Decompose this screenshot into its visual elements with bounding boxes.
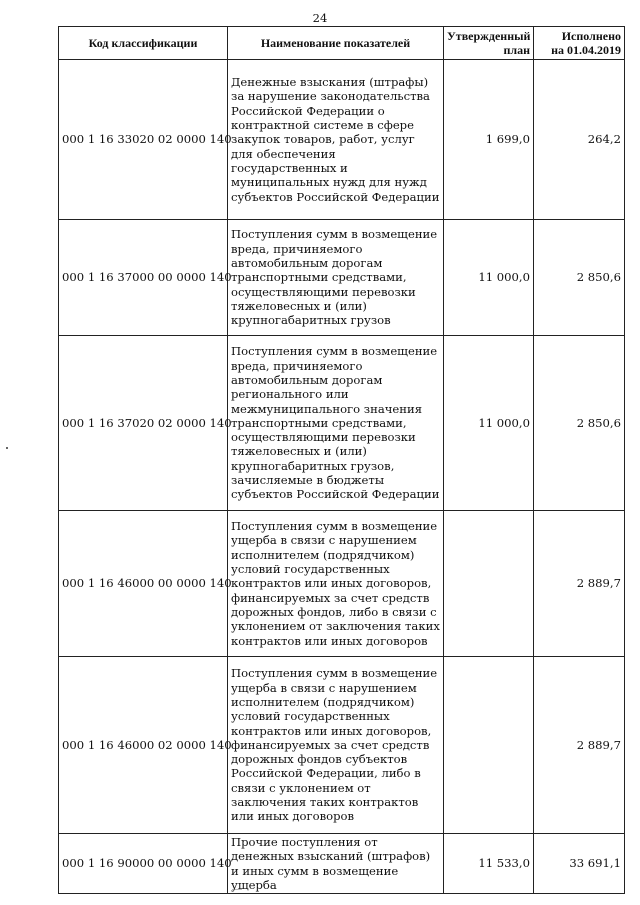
row-done: 2 850,6: [534, 336, 625, 511]
row-name: Поступления сумм в возмещение вреда, причиняемого автомобильным дорогам регионального или межмуниципального значения транспортными средствами, осуществляющими перевозки тяжеловесных и (или) крупногабаритных грузов, зачисляемые в бюджеты субъектов Российской Федерации: [228, 336, 444, 511]
row-plan: [444, 657, 534, 834]
table-row: [59, 657, 625, 834]
row-name: Прочие поступления от денежных взысканий (штрафов) и иных сумм в возмещение ущерба: [228, 834, 444, 894]
table-row: [59, 511, 625, 657]
header-done-line2: на 01.04.2019: [551, 43, 621, 57]
row-code: 000 1 16 37020 02 0000 140: [59, 336, 228, 511]
row-done: 264,2: [534, 60, 625, 220]
row-plan: [444, 511, 534, 657]
header-done: [534, 27, 625, 60]
row-code: 000 1 16 37000 00 0000 140: [59, 220, 228, 336]
row-plan: 11 533,0: [444, 834, 534, 894]
budget-table: [58, 26, 625, 894]
header-plan-line2: план: [503, 43, 530, 57]
header-code: Код классификации: [59, 27, 228, 60]
row-done: 2 889,7: [534, 657, 625, 834]
row-name: Денежные взыскания (штрафы) за нарушение законодательства Российской Федерации о контрактной системе в сфере закупок товаров, работ, услуг для обеспечения государственных и муниципальных нужд для нужд субъектов Российской Федерации: [228, 60, 444, 220]
row-done: 33 691,1: [534, 834, 625, 894]
table-row: [59, 834, 625, 894]
row-name: Поступления сумм в возмещение ущерба в связи с нарушением исполнителем (подрядчиком) условий государственных контрактов или иных договоров, финансируемых за счет средств дорожных фондов субъектов Российской Федерации, либо в связи с уклонением от заключения таких контрактов или иных договоров: [228, 657, 444, 834]
header-done-line1: Исполнено: [561, 29, 621, 43]
row-done: 2 889,7: [534, 511, 625, 657]
row-code: 000 1 16 33020 02 0000 140: [59, 60, 228, 220]
table-row: [59, 336, 625, 511]
row-plan: 1 699,0: [444, 60, 534, 220]
row-plan: 11 000,0: [444, 336, 534, 511]
row-name: Поступления сумм в возмещение ущерба в связи с нарушением исполнителем (подрядчиком) условий государственных контрактов или иных договоров, финансируемых за счет средств дорожных фондов, либо в связи с уклонением от заключения таких контрактов или иных договоров: [228, 511, 444, 657]
row-name: Поступления сумм в возмещение вреда, причиняемого автомобильным дорогам транспортными средствами, осуществляющими перевозки тяжеловесных и (или) крупногабаритных грузов: [228, 220, 444, 336]
row-code: 000 1 16 46000 00 0000 140: [59, 511, 228, 657]
header-plan-line1: Утвержденный: [447, 29, 531, 43]
header-row: [59, 27, 625, 60]
row-code: 000 1 16 46000 02 0000 140: [59, 657, 228, 834]
header-plan: [444, 27, 534, 60]
table-row: [59, 220, 625, 336]
header-name: Наименование показателей: [228, 27, 444, 60]
row-done: 2 850,6: [534, 220, 625, 336]
row-plan: 11 000,0: [444, 220, 534, 336]
page-number: 24: [312, 11, 328, 25]
margin-mark: [6, 447, 8, 449]
table-row: [59, 60, 625, 220]
row-code: 000 1 16 90000 00 0000 140: [59, 834, 228, 894]
